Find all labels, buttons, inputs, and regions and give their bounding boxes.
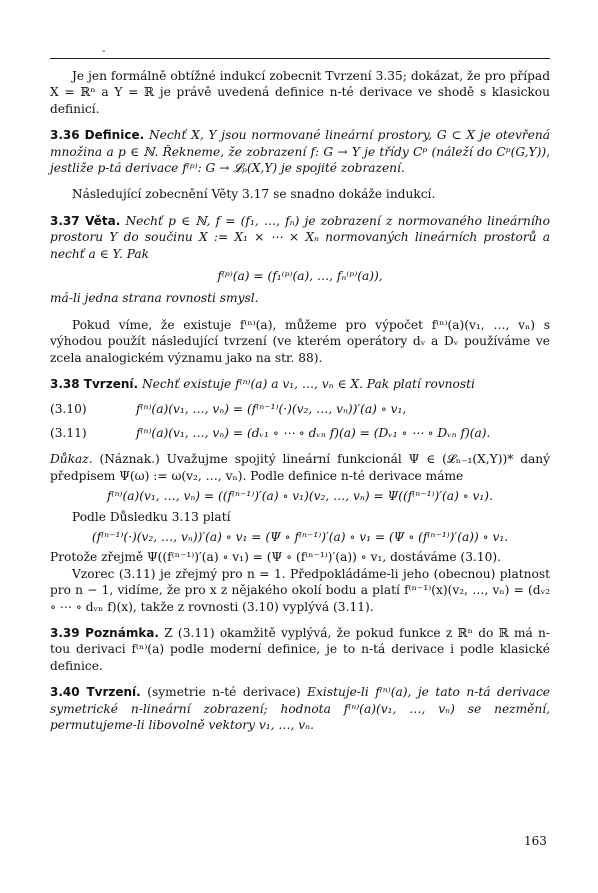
proof-corollary-line: Podle Důsledku 3.13 platí <box>72 509 231 524</box>
theorem-tail: má-li jedna strana rovnosti smysl. <box>50 291 259 306</box>
proof-formula-3-11: Vzorec (3.11) je zřejmý pro n = 1. Předpokládáme-li jeho (obecnou) platnost pro n − 1, vidíme, že pro x z nějakého okolí bodu a platí f⁽ⁿ⁻¹⁾(x)(v₂, …, vₙ) = (dᵥ₂ ∘ ⋯ ∘ dᵥₙ f)(x), takže z rovnosti (3.10) vyplývá (3.11). <box>50 566 550 614</box>
equation-label: (3.10) <box>50 401 87 416</box>
proposition-3-38 <box>50 376 550 392</box>
proposition-parenthetical: (symetrie n-té derivace) <box>147 685 301 700</box>
proof-heading: Důkaz. <box>50 452 93 467</box>
definition-3-36 <box>50 127 550 176</box>
header-mark: - <box>102 46 106 57</box>
proof-equation-2: (f⁽ⁿ⁻¹⁾(·)(v₂, …, vₙ))′(a) ∘ v₁ = (Ψ ∘ f⁽ⁿ⁻¹⁾)′(a) ∘ v₁ = (Ψ ∘ (f⁽ⁿ⁻¹⁾)′(a)) ∘ v₁. <box>91 529 509 544</box>
page-number: 163 <box>524 834 547 848</box>
equation-3-11 <box>50 425 550 441</box>
theorem-text: Nechť p ∈ ℕ, f = (f₁, …, fₙ) je zobrazení z normovaného lineárního prostoru Y do součinu X := X₁ × ⋯ × Xₙ normovaných lineárních prostorů a nechť a ∈ Y. Pak <box>50 213 550 261</box>
remark-3-39 <box>50 625 550 674</box>
page-body <box>50 68 550 733</box>
equation-3-10 <box>50 401 550 417</box>
remark-text: Z (3.11) okamžitě vyplývá, že pokud funkce z ℝⁿ do ℝ má n-tou derivaci f⁽ⁿ⁾(a) podle moderní definice, je to n-tá derivace i podle klasické definice. <box>50 625 550 673</box>
proof-paragraph <box>50 451 550 484</box>
equation-body: f⁽ⁿ⁾(a)(v₁, …, vₙ) = (f⁽ⁿ⁻¹⁾(·)(v₂, …, vₙ))′(a) ∘ v₁, <box>136 401 407 416</box>
proposition-text: Existuje-li f⁽ⁿ⁾(a), je tato n-tá derivace symetrické n-lineární zobrazení; hodnota f⁽ⁿ⁾(a)(v₁, …, vₙ) se nezmění, permutujeme-li libovolně vektory v₁, …, vₙ. <box>50 685 550 732</box>
equation-label: (3.11) <box>50 425 87 440</box>
paragraph-derivative-use: Pokud víme, že existuje f⁽ⁿ⁾(a), můžeme pro výpočet f⁽ⁿ⁾(a)(v₁, …, vₙ) s výhodou použít následující tvrzení (ve kterém operátory dᵥ a Dᵥ používáme ve zcela analogickém významu jako na str. 88). <box>50 317 550 365</box>
theorem-equation: f⁽ᵖ⁾(a) = (f₁⁽ᵖ⁾(a), …, fₙ⁽ᵖ⁾(a)), <box>217 269 383 284</box>
proposition-3-40 <box>50 684 550 733</box>
generalization-paragraph: Následující zobecnění Věty 3.17 se snadno dokáže indukcí. <box>72 187 436 202</box>
proof-text: (Náznak.) Uvažujme spojitý lineární funkcionál Ψ ∈ (𝓛ₙ₋₁(X,Y))* daný předpisem Ψ(ω) := ω(v₂, …, vₙ). Podle definice n-té derivace máme <box>50 452 550 483</box>
proof-conclusion: Protože zřejmě Ψ((f⁽ⁿ⁻¹⁾)′(a) ∘ v₁) = (Ψ ∘ (f⁽ⁿ⁻¹⁾)′(a)) ∘ v₁, dostáváme (3.10). <box>50 550 501 565</box>
proof-equation-1: f⁽ⁿ⁾(a)(v₁, …, vₙ) = ((f⁽ⁿ⁻¹⁾)′(a) ∘ v₁)(v₂, …, vₙ) = Ψ((f⁽ⁿ⁻¹⁾)′(a) ∘ v₁). <box>107 489 493 504</box>
theorem-3-37 <box>50 213 550 262</box>
definition-heading: 3.36 Definice. <box>50 128 145 143</box>
intro-paragraph: Je jen formálně obtížné indukcí zobecnit Tvrzení 3.35; dokázat, že pro případ X = ℝⁿ a Y = ℝ je právě uvedená definice n-té derivace ve shodě s klasickou definicí. <box>50 69 550 116</box>
definition-text: Nechť X, Y jsou normované lineární prostory, G ⊂ X je otevřená množina a p ∈ ℕ. Řekneme, že zobrazení f: G → Y je třídy Cᵖ (náleží do Cᵖ(G,Y)), jestliže p-tá derivace f⁽ᵖ⁾: G → 𝓛ₚ(X,Y) je spojité zobrazení. <box>50 128 551 176</box>
theorem-heading: 3.37 Věta. <box>50 213 121 228</box>
proposition-heading: 3.38 Tvrzení. <box>50 377 139 392</box>
proposition-text: Nechť existuje f⁽ⁿ⁾(a) a v₁, …, vₙ ∈ X. Pak platí rovnosti <box>141 377 475 392</box>
remark-heading: 3.39 Poznámka. <box>50 625 159 640</box>
header-rule <box>50 58 550 59</box>
equation-body: f⁽ⁿ⁾(a)(v₁, …, vₙ) = (dᵥ₁ ∘ ⋯ ∘ dᵥₙ f)(a) = (Dᵥ₁ ∘ ⋯ ∘ Dᵥₙ f)(a). <box>136 425 491 440</box>
proposition-heading: 3.40 Tvrzení. <box>50 685 141 700</box>
